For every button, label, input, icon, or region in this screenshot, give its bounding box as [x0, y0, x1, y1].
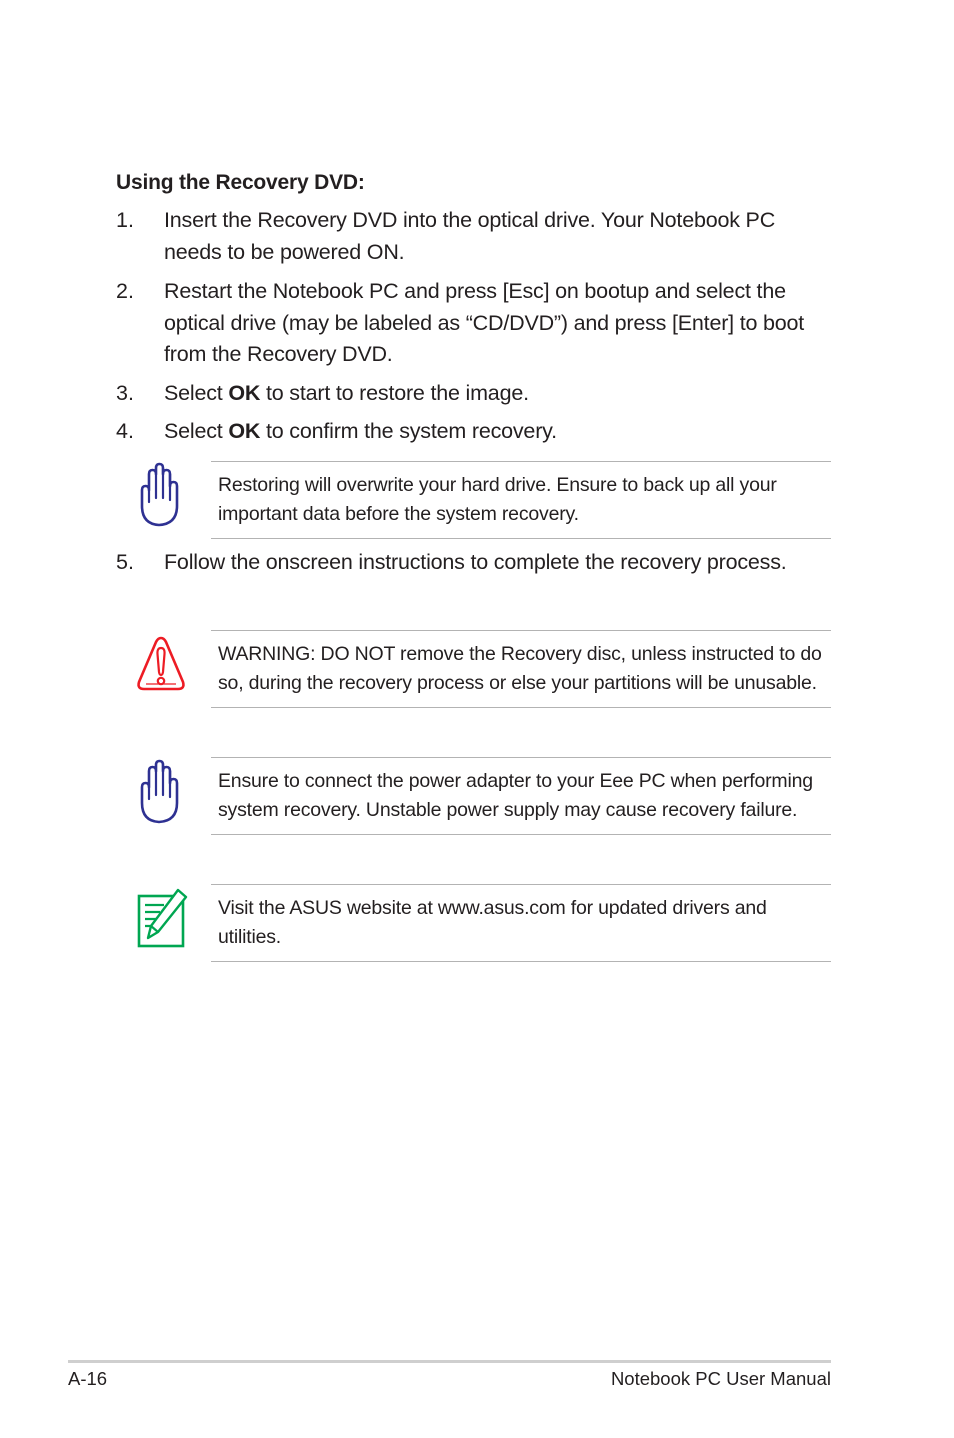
list-item — [116, 276, 836, 371]
note-pencil-icon — [136, 888, 188, 950]
section-heading: Using the Recovery DVD: — [116, 171, 365, 194]
hand-stop-icon — [136, 462, 182, 528]
step-text: Restart the Notebook PC and press [Esc] on bootup and select the optical drive (may be labeled as “CD/DVD”) and press [Enter] to boot from the Recovery DVD. — [164, 279, 805, 366]
info-note — [211, 884, 831, 962]
step-text: Select OK to confirm the system recovery. — [164, 419, 557, 443]
note-text: Restoring will overwrite your hard drive. Ensure to back up all your important data before the system recovery. — [218, 474, 777, 525]
caution-note — [211, 757, 831, 835]
warning-triangle-icon — [136, 634, 186, 692]
page-number: A-16 — [68, 1368, 108, 1389]
step-text: Select OK to start to restore the image. — [164, 381, 529, 405]
note-text: Visit the ASUS website at www.asus.com for updated drivers and utilities. — [218, 897, 767, 948]
step-number: 2. — [116, 279, 134, 303]
note-text: Ensure to connect the power adapter to your Eee PC when performing system recovery. Unstable power supply may cause recovery failure. — [218, 770, 813, 821]
step-number: 4. — [116, 419, 134, 443]
list-item — [116, 378, 836, 410]
list-item — [116, 416, 836, 448]
step-text: Insert the Recovery DVD into the optical drive. Your Notebook PC needs to be powered ON. — [164, 208, 776, 264]
hand-stop-icon — [136, 759, 182, 825]
warning-note — [211, 630, 831, 708]
list-item — [116, 205, 836, 268]
step-number: 1. — [116, 208, 134, 232]
step-number: 3. — [116, 381, 134, 405]
step-text: Follow the onscreen instructions to complete the recovery process. — [164, 550, 787, 574]
list-item — [116, 547, 836, 579]
note-text: WARNING: DO NOT remove the Recovery disc, unless instructed to do so, during the recovery process or else your partitions will be unusable. — [218, 643, 822, 694]
step-number: 5. — [116, 550, 134, 574]
manual-title: Notebook PC User Manual — [610, 1368, 831, 1389]
caution-note — [211, 461, 831, 539]
footer-divider — [68, 1360, 831, 1363]
